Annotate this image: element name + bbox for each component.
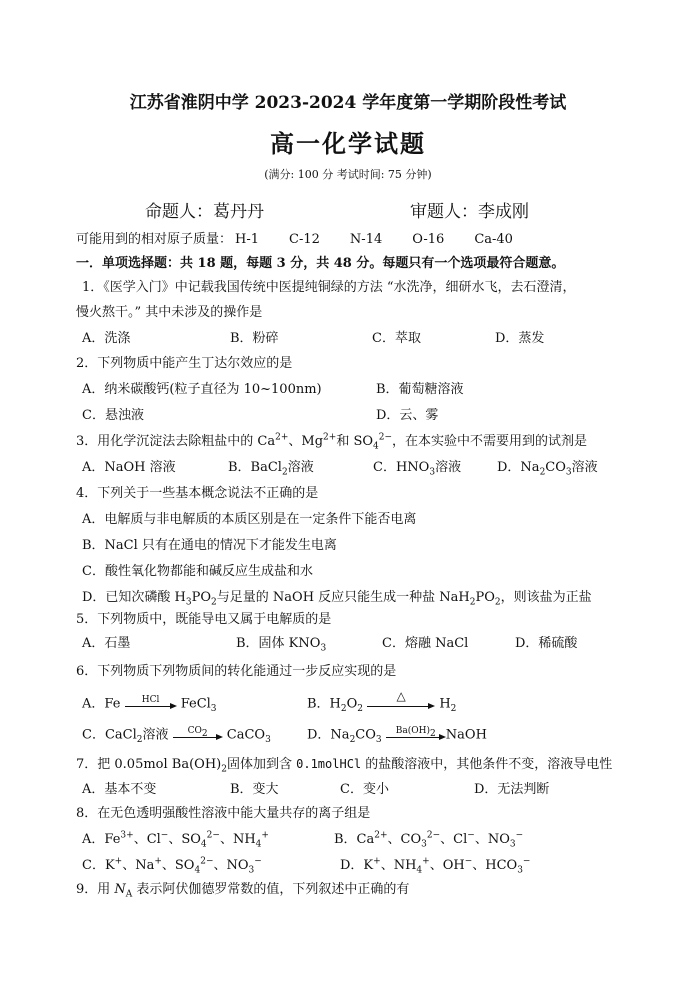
q8-d-1: + <box>373 856 381 867</box>
q6-c-cond-sub: 2 <box>201 728 208 739</box>
q6-b-sub2: 2 <box>357 704 364 715</box>
section-heading: 一．单项选择题：共 18 题，每题 3 分，共 48 分。每题只有一个选项最符合题意。 <box>76 256 565 271</box>
q6-b-sub1: 2 <box>340 704 347 715</box>
mass-o: O-16 <box>412 232 445 247</box>
q6-d-from: D．Na <box>307 727 350 743</box>
q1-option-b: B．粉碎 <box>230 331 279 346</box>
q8-a-6: 2− <box>206 830 220 841</box>
q5-option-b <box>236 635 326 653</box>
q1-stem-line2: 慢火熬干。” 其中未涉及的操作是 <box>76 305 263 320</box>
q5-b-pre: B．固体 KNO <box>236 636 321 651</box>
q4-option-d <box>82 589 592 607</box>
q8-c-0: C．K <box>82 858 115 873</box>
q6-c-to-sub: 3 <box>265 735 271 746</box>
q7-text3: 的盐酸溶液中，其他条件不变，溶液导电性 <box>361 757 613 772</box>
q4-d-text4: PO <box>475 590 495 605</box>
q5-option-c: C．熔融 NaCl <box>382 636 469 651</box>
q1-option-c: C．萃取 <box>372 331 421 346</box>
q8-d-8: 3 <box>517 865 523 876</box>
q6-c-from2: 溶液 <box>142 727 169 743</box>
q4-stem: 4．下列关于一些基本概念说法不正确的是 <box>76 486 319 501</box>
q2-option-a: A．纳米碳酸钙(粒子直径为 10~100nm) <box>82 382 322 397</box>
q3-c-pre: C．HNO <box>373 460 430 475</box>
q7-stem <box>76 755 612 774</box>
setter: 命题人：葛丹丹 <box>145 202 264 222</box>
q3-d-pre: D．Na <box>497 460 540 475</box>
q4-d-text1: D．已知次磷酸 H <box>82 590 186 605</box>
q6-d-cond-text: Ba(OH) <box>395 726 431 736</box>
q5-b-sub: 3 <box>320 643 327 654</box>
q8-a-4: 、SO <box>168 832 201 847</box>
q3-text-d: ，在本实验中不需要用到的试剂是 <box>392 434 588 449</box>
q7-option-c: C．变小 <box>340 782 389 797</box>
q6-b-from2: O <box>346 696 358 712</box>
q1-option-a: A．洗涤 <box>82 331 131 346</box>
q2-option-c: C．悬浊液 <box>82 408 144 423</box>
q8-c-3: + <box>154 856 162 867</box>
mass-h: H-1 <box>235 232 260 247</box>
q9-text2: 表示阿伏伽德罗常数的值，下列叙述中正确的有 <box>132 882 410 897</box>
q7-option-d: D．无法判断 <box>474 782 550 797</box>
q3-option-c <box>373 459 461 477</box>
q8-b-2: 、CO <box>387 832 422 847</box>
mass-ca: Ca-40 <box>474 232 513 247</box>
q9-na: N <box>114 882 126 897</box>
q6-d-cond-sub: 2 <box>430 728 436 739</box>
q4-d-text3: 与足量的 NaOH 反应只能生成一种盐 NaH <box>216 590 470 605</box>
q3-sub-4: 4 <box>373 441 379 452</box>
exam-info: (满分: 100 分 考试时间: 75 分钟) <box>264 168 432 181</box>
q3-sup-so4: 2− <box>378 432 393 443</box>
q2-stem: 2．下列物质中能产生丁达尔效应的是 <box>76 356 293 371</box>
q6-b-condition: △ <box>396 689 406 703</box>
q3-stem <box>76 433 587 451</box>
q4-d-sub4: 2 <box>469 597 476 608</box>
q8-option-d <box>340 857 530 875</box>
q3-text-b: 、Mg <box>288 434 324 449</box>
q6-option-a <box>82 695 217 714</box>
q7-option-a: A．基本不变 <box>82 782 157 797</box>
q8-a-2: 、Cl <box>133 832 161 847</box>
q3-option-a: A．NaOH 溶液 <box>82 460 176 475</box>
q6-d-from2: CO <box>355 727 376 743</box>
q6-option-c <box>82 726 271 745</box>
q8-a-9: + <box>261 830 269 841</box>
q4-option-a: A．电解质与非电解质的本质区别是在一定条件下能否电离 <box>82 512 417 527</box>
q8-d-6: − <box>464 856 473 867</box>
atomic-masses <box>76 231 513 249</box>
reaction-arrow <box>367 689 435 713</box>
q3-option-d <box>497 459 598 477</box>
q1-option-d: D．蒸发 <box>495 331 545 346</box>
q4-d-sub3: 3 <box>185 597 192 608</box>
q8-b-8: 3 <box>509 839 516 850</box>
q3-text-c: 和 SO <box>336 434 374 449</box>
q8-d-3: 4 <box>416 865 423 876</box>
school-title: 江苏省淮阴中学 2023-2024 学年度第一学期阶段性考试 <box>129 93 567 113</box>
q4-d-sub5: 2 <box>494 597 501 608</box>
q8-d-7: 、HCO <box>472 858 518 873</box>
q8-c-4: 、SO <box>161 858 195 873</box>
q3-d-mid: CO <box>545 460 566 475</box>
q8-a-1: 3+ <box>120 830 134 841</box>
q3-d-post: 溶液 <box>571 460 598 475</box>
q6-c-to: CaCO <box>226 727 266 743</box>
q8-option-b <box>334 831 523 849</box>
q3-sup-mg: 2+ <box>323 432 337 443</box>
q8-b-3: 3 <box>421 839 427 850</box>
q6-stem: 6．下列物质下列物质间的转化能通过一步反应实现的是 <box>76 664 397 679</box>
q3-d-sub2: 3 <box>565 467 572 478</box>
q6-a-to: FeCl <box>180 696 211 712</box>
q4-d-sub2: 2 <box>211 597 217 608</box>
q7-text1: 7．把 0.05mol Ba(OH) <box>76 757 222 772</box>
q3-option-b <box>228 459 314 477</box>
q8-b-9: − <box>515 830 524 841</box>
q3-d-sub1: 2 <box>539 467 546 478</box>
q2-option-d: D．云、雾 <box>376 408 439 423</box>
q6-c-sub: 2 <box>136 735 143 746</box>
q8-b-4: 2− <box>426 830 441 841</box>
q5-option-d: D．稀硫酸 <box>515 636 578 651</box>
q5-stem: 5．下列物质中，既能导电又属于电解质的是 <box>76 612 332 627</box>
q6-c-from: C．CaCl <box>82 727 137 743</box>
q8-a-5: 4 <box>200 839 207 850</box>
mass-n: N-14 <box>349 232 383 247</box>
q8-b-0: B．Ca <box>334 832 375 847</box>
q6-d-sub1: 2 <box>349 735 356 746</box>
q6-option-b <box>307 689 457 715</box>
q8-b-6: − <box>467 830 475 841</box>
q8-c-6: 2− <box>200 856 214 867</box>
q7-text2: 固体加到含 <box>226 757 297 772</box>
q8-d-0: D．K <box>340 858 374 873</box>
q8-option-c <box>82 857 262 875</box>
q3-b-post: 溶液 <box>287 460 314 475</box>
reaction-arrow <box>125 695 177 713</box>
q8-c-8: 3 <box>248 865 255 876</box>
q6-b-to-sub: 2 <box>450 704 457 715</box>
atomic-masses-label: 可能用到的相对原子质量： <box>76 232 233 247</box>
q8-b-7: 、NO <box>474 832 510 847</box>
q8-d-5: 、OH <box>429 858 465 873</box>
q3-c-post: 溶液 <box>435 460 462 475</box>
q6-a-condition: HCl <box>141 695 160 705</box>
q8-b-1: 2+ <box>374 830 388 841</box>
reviewer: 审题人：李成刚 <box>410 202 529 222</box>
q3-sup-ca: 2+ <box>275 432 289 443</box>
q4-d-text2: PO <box>191 590 212 605</box>
q6-d-sub2: 3 <box>375 735 382 746</box>
q8-d-4: + <box>422 856 430 867</box>
q7-hcl-amount: 0.1molHCl <box>296 757 362 771</box>
q8-a-0: A．Fe <box>82 832 121 847</box>
reaction-arrow <box>173 726 223 744</box>
q6-c-cond-text: CO <box>187 726 202 736</box>
q8-c-1: + <box>114 856 123 867</box>
reaction-arrow <box>386 726 446 744</box>
q7-sub: 2 <box>221 764 227 775</box>
q4-option-b: B．NaCl 只有在通电的情况下才能发生电离 <box>82 538 337 553</box>
q3-c-sub: 3 <box>429 467 436 478</box>
q2-option-b: B．葡萄糖溶液 <box>376 382 464 397</box>
q6-a-from: A．Fe <box>82 696 121 712</box>
q8-b-5: 、Cl <box>440 832 468 847</box>
q8-c-5: 4 <box>194 865 201 876</box>
q6-b-from: B．H <box>307 696 341 712</box>
q6-a-to-sub: 3 <box>210 704 217 715</box>
q9-na-sub: A <box>125 889 133 900</box>
mass-c: C-12 <box>289 232 320 247</box>
q8-c-7: 、NO <box>213 858 249 873</box>
q3-text-a: 3．用化学沉淀法去除粗盐中的 Ca <box>76 434 276 449</box>
q6-option-d <box>307 726 487 745</box>
q3-b-sub: 2 <box>281 467 288 478</box>
subject-title: 高一化学试题 <box>270 129 426 158</box>
q3-b-pre: B．BaCl <box>228 460 282 475</box>
q4-option-c: C．酸性氧化物都能和碱反应生成盐和水 <box>82 564 313 579</box>
q8-a-7: 、NH <box>219 832 256 847</box>
q6-b-to: H <box>439 696 451 712</box>
q6-d-to: NaOH <box>445 727 487 743</box>
q4-d-text5: ，则该盐为正盐 <box>500 590 592 605</box>
q7-option-b: B．变大 <box>230 782 279 797</box>
q8-a-3: − <box>160 830 169 841</box>
q1-stem-line1: 1．《医学入门》中记载我国传统中医提纯铜绿的方法 “水洗净，细研水飞，去石澄清， <box>82 280 576 295</box>
q8-option-a <box>82 831 269 849</box>
q8-d-2: 、NH <box>380 858 417 873</box>
q8-c-9: − <box>254 856 262 867</box>
q9-text1: 9．用 <box>76 882 115 897</box>
q8-a-8: 4 <box>255 839 262 850</box>
q9-stem <box>76 881 409 899</box>
q8-c-2: 、Na <box>122 858 155 873</box>
q8-stem: 8．在无色透明强酸性溶液中能大量共存的离子组是 <box>76 806 371 821</box>
q8-d-9: − <box>522 856 531 867</box>
q5-option-a: A．石墨 <box>82 636 131 651</box>
